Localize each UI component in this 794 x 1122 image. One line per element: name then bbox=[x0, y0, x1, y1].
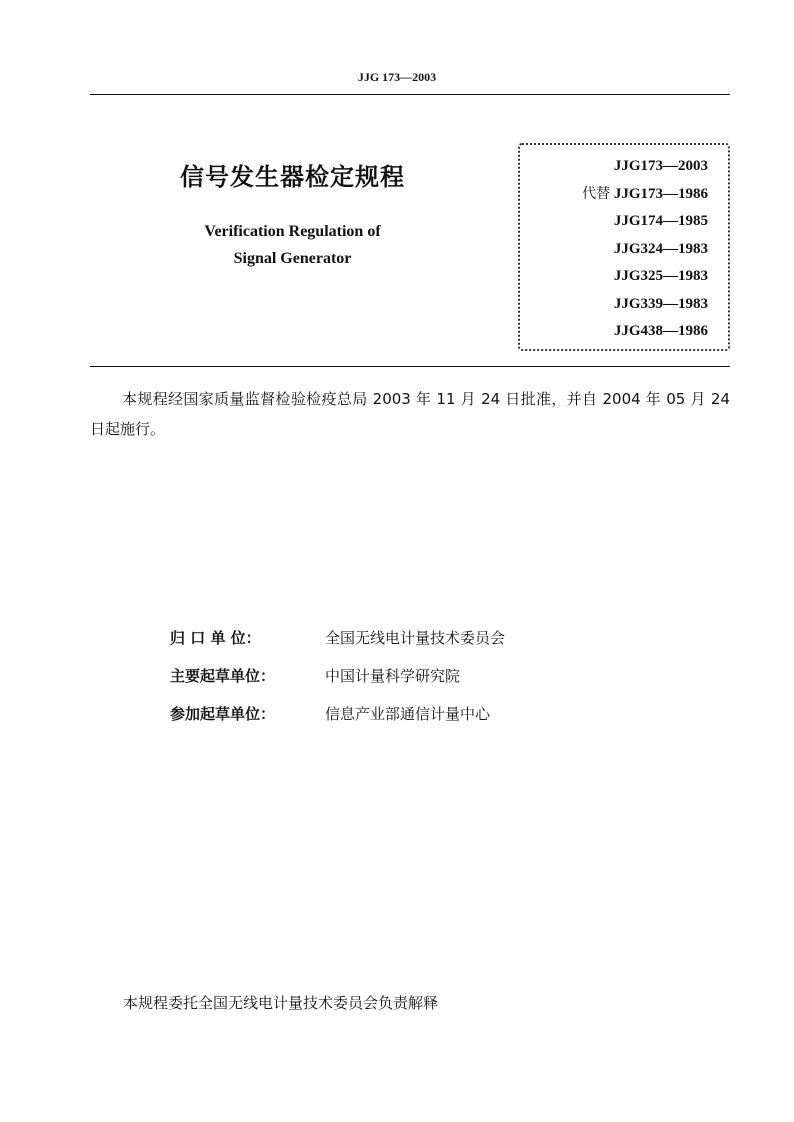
section-divider bbox=[90, 366, 730, 367]
replace-prefix: 代替 bbox=[582, 185, 611, 202]
title-chinese: 信号发生器检定规程 bbox=[180, 163, 405, 191]
replaced-code: JJG173—1986 bbox=[613, 185, 708, 202]
interpretation-note: 本规程委托全国无线电计量技术委员会负责解释 bbox=[123, 994, 439, 1012]
replaced-code: JJG325—1983 bbox=[613, 268, 708, 284]
approval-statement: 本规程经国家质量监督检验检疫总局 2003 年 11 月 24 日批准，并自 2004 年 05 月 24 日起施行。 bbox=[90, 390, 730, 438]
title-english bbox=[110, 218, 475, 272]
unit-value: 信息产业部通信计量中心 bbox=[325, 704, 491, 723]
unit-label: 主要起草单位： bbox=[170, 666, 276, 685]
unit-label: 归 口 单 位： bbox=[170, 628, 261, 647]
standard-codes-list bbox=[518, 153, 708, 346]
replaced-code-row bbox=[518, 181, 708, 209]
replaced-code: JJG339—1983 bbox=[613, 295, 708, 312]
replaced-code: JJG324—1983 bbox=[613, 240, 708, 257]
unit-row-participating-drafter bbox=[170, 694, 690, 732]
replaced-code: JJG174—1985 bbox=[613, 213, 708, 229]
drafting-units bbox=[170, 618, 690, 732]
header-divider bbox=[90, 94, 730, 95]
unit-value: 全国无线电计量技术委员会 bbox=[325, 628, 506, 647]
unit-row-responsible bbox=[170, 618, 690, 656]
replaced-code: JJG438—1986 bbox=[613, 323, 708, 339]
unit-value: 中国计量科学研究院 bbox=[325, 666, 461, 685]
unit-label: 参加起草单位： bbox=[170, 704, 276, 723]
title-english-line-1: Verification Regulation of bbox=[204, 223, 381, 240]
title-english-line-2: Signal Generator bbox=[233, 250, 352, 267]
header-standard-code: JJG 173—2003 bbox=[357, 70, 437, 84]
current-code: JJG173—2003 bbox=[613, 158, 708, 174]
unit-row-main-drafter bbox=[170, 656, 690, 694]
